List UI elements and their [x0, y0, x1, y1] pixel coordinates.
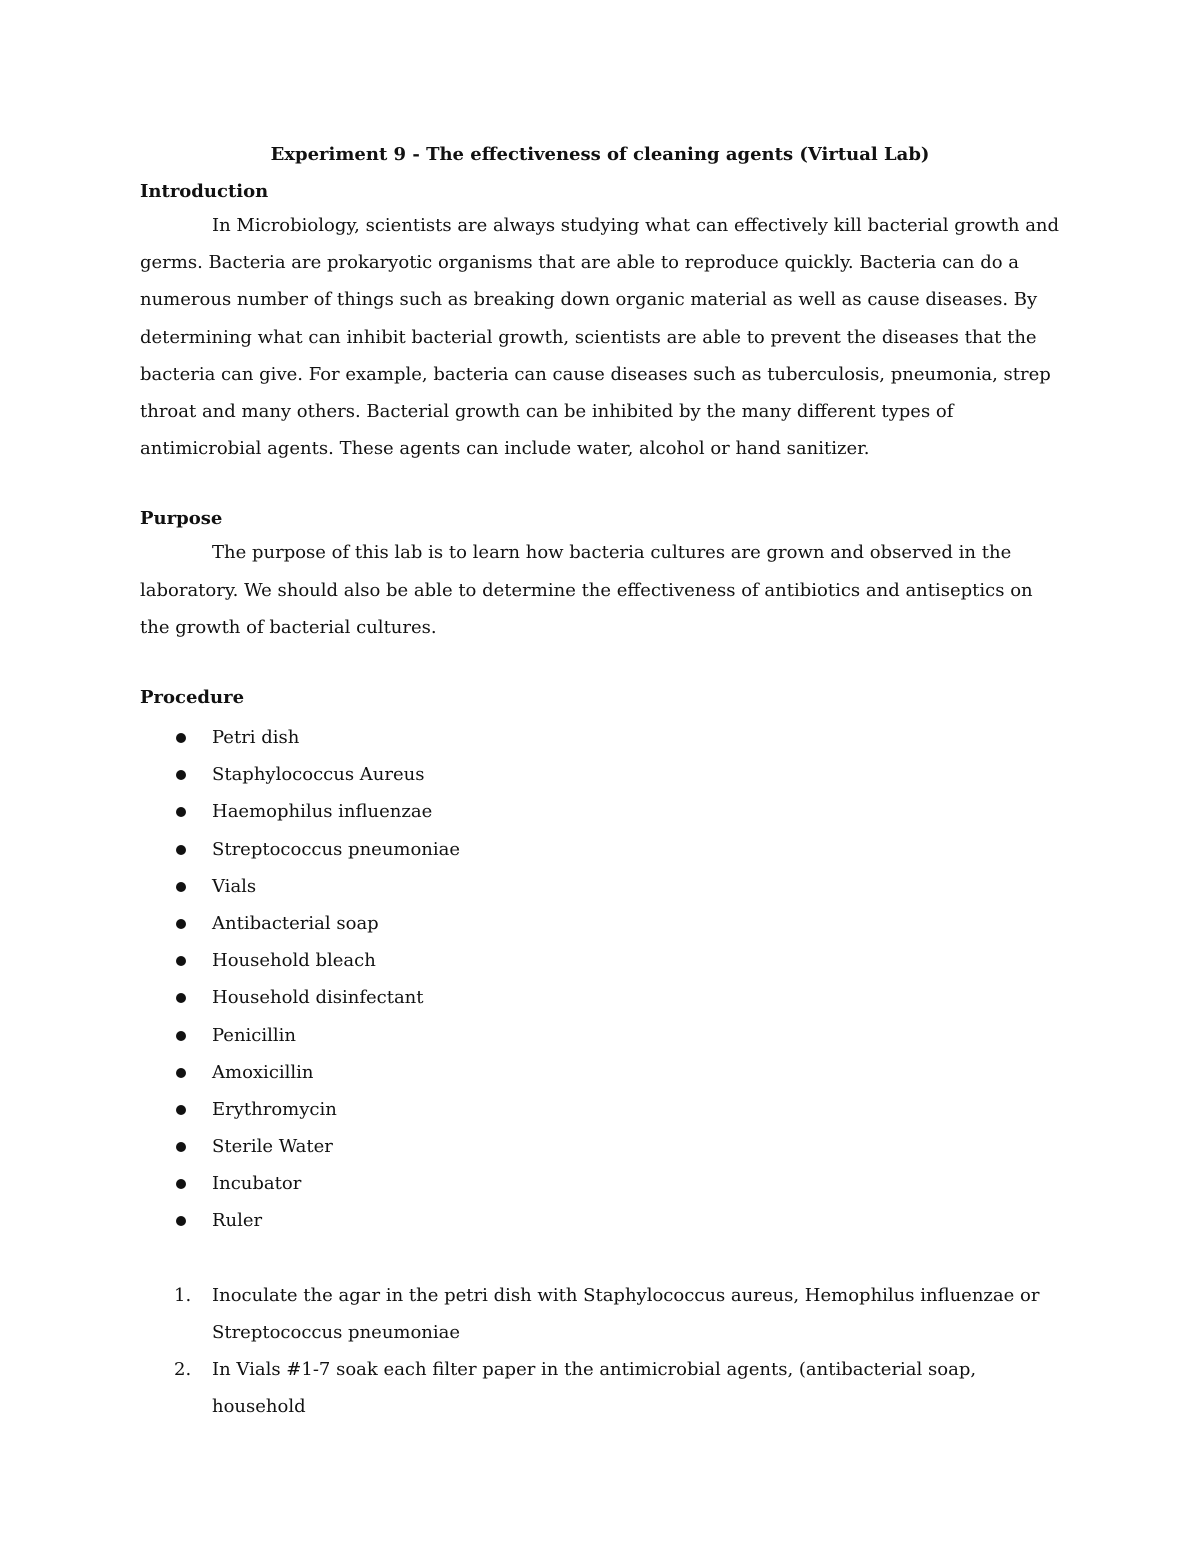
bullet-icon [176, 956, 186, 966]
material-label: Vials [212, 875, 257, 897]
material-label: Ruler [212, 1210, 263, 1232]
bullet-icon [176, 1216, 186, 1226]
material-label: Penicillin [212, 1024, 297, 1046]
list-item [140, 942, 1060, 979]
material-label: Petri dish [212, 727, 300, 749]
material-label: Incubator [212, 1173, 302, 1195]
bullet-icon [176, 1068, 186, 1078]
material-label: Household disinfectant [212, 987, 424, 1009]
list-item [140, 1128, 1060, 1165]
bullet-icon [176, 919, 186, 929]
list-item [140, 979, 1060, 1016]
bullet-icon [176, 882, 186, 892]
step-number: 2. [174, 1359, 192, 1381]
list-item [140, 719, 1060, 756]
spacer [140, 646, 1060, 683]
step-number: 1. [174, 1284, 192, 1306]
bullet-icon [176, 733, 186, 743]
bullet-icon [176, 1142, 186, 1152]
list-item [140, 1017, 1060, 1054]
bullet-icon [176, 1031, 186, 1041]
list-item [140, 905, 1060, 942]
spacer [140, 467, 1060, 504]
list-item [140, 1165, 1060, 1202]
document-title: Experiment 9 - The effectiveness of cleaning agents (Virtual Lab) [270, 144, 930, 165]
list-item [140, 1202, 1060, 1239]
materials-list [140, 719, 1060, 1240]
material-label: Staphylococcus Aureus [212, 764, 425, 786]
list-item [140, 1091, 1060, 1128]
introduction-paragraph: In Microbiology, scientists are always studying what can effectively kill bacterial growth and germs. Bacteria are prokaryotic organisms that are able to reproduce quickly. Bacteria can do a numerous number of things such as breaking down organic material as well as cause diseases. By determining what can inhibit bacterial growth, scientists are able to prevent the diseases that the bacteria can give. For example, bacteria can cause diseases such as tuberculosis, pneumonia, strep throat and many others. Bacterial growth can be inhibited by the many different types of antimicrobial agents. These agents can include water, alcohol or hand sanitizer. [140, 215, 1060, 460]
list-item [140, 868, 1060, 905]
step-text: In Vials #1-7 soak each filter paper in the antimicrobial agents, (antibacterial soap, household [212, 1359, 977, 1418]
document-page [140, 140, 1060, 1520]
bullet-icon [176, 993, 186, 1003]
list-item [140, 756, 1060, 793]
bullet-icon [176, 845, 186, 855]
procedure-heading: Procedure [140, 687, 245, 709]
introduction-heading: Introduction [140, 181, 269, 202]
purpose-paragraph: The purpose of this lab is to learn how bacteria cultures are grown and observed in the laboratory. We should also be able to determine the effectiveness of antibiotics and antiseptics on the growth of bacterial cultures. [140, 542, 1033, 638]
procedure-step [140, 1351, 1060, 1425]
list-item [140, 793, 1060, 830]
material-label: Sterile Water [212, 1136, 333, 1158]
material-label: Household bleach [212, 950, 376, 972]
bullet-icon [176, 1179, 186, 1189]
bullet-icon [176, 1105, 186, 1115]
purpose-heading: Purpose [140, 508, 223, 530]
bullet-icon [176, 770, 186, 780]
list-item [140, 831, 1060, 868]
list-item [140, 1054, 1060, 1091]
procedure-steps [140, 1277, 1060, 1426]
material-label: Antibacterial soap [212, 912, 379, 934]
material-label: Amoxicillin [212, 1061, 314, 1083]
bullet-icon [176, 807, 186, 817]
step-text: Inoculate the agar in the petri dish with Staphylococcus aureus, Hemophilus influenzae or Streptococcus pneumoniae [212, 1284, 1040, 1343]
procedure-step [140, 1277, 1060, 1351]
material-label: Erythromycin [212, 1098, 337, 1120]
material-label: Haemophilus influenzae [212, 801, 433, 823]
material-label: Streptococcus pneumoniae [212, 838, 461, 860]
spacer [140, 1240, 1060, 1277]
